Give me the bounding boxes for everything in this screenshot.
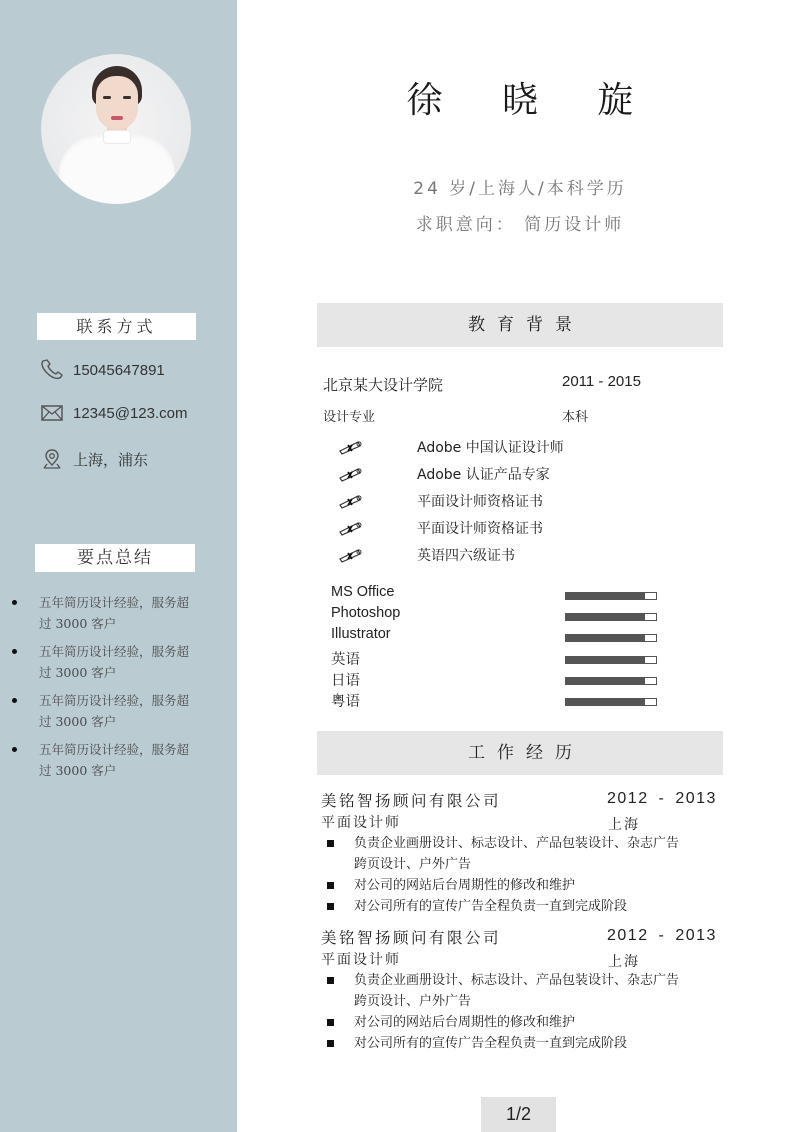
skill-bar-fill [566,635,645,641]
bullet-icon [12,649,17,654]
square-bullet-icon [327,882,334,889]
duty-item [321,1012,721,1033]
skill-bar-fill [566,614,645,620]
phone-number: 15045647891 [73,361,165,379]
diploma-icon [338,439,366,455]
skill-row [331,669,661,689]
certificate-item [338,545,515,565]
job-position: 平面设计师 [321,952,401,968]
diploma-icon [338,520,366,536]
summary-item [8,641,228,683]
skill-bar [565,592,657,600]
avatar-collar [103,130,131,144]
diploma-icon [338,547,366,563]
skill-row [331,626,661,646]
job-company: 美铭智扬顾问有限公司 [321,929,502,947]
skill-name: 英语 [331,652,360,668]
skill-row [331,690,661,710]
diploma-icon [338,466,366,482]
avatar-face [96,76,138,130]
duty-item [321,875,721,896]
summary-line: 五年简历设计经验，服务超 [39,742,190,757]
school-name: 北京某大设计学院 [323,376,444,394]
contact-phone [40,358,165,382]
sidebar [0,0,237,1132]
phone-icon [40,359,66,381]
bullet-icon [12,600,17,605]
summary-line: 过 3000 客户 [39,714,117,729]
basic-info: 24 岁/上海人/本科学历 [413,179,627,199]
avatar-eye [103,96,111,99]
page-indicator: 1/2 [481,1097,556,1132]
square-bullet-icon [327,1019,334,1026]
skill-bar-fill [566,699,645,705]
duty-item [321,833,721,875]
education-header: 教育背景 [317,303,723,347]
skill-name: Photoshop [331,605,401,621]
certificate-name: Adobe 中国认证设计师 [417,440,564,456]
work-header: 工作经历 [317,731,723,775]
avatar-shirt [59,134,175,204]
skill-bar [565,634,657,642]
duty-text: 负责企业画册设计、标志设计、产品包装设计、杂志广告 [354,973,680,988]
summary-item [8,690,228,732]
contact-email [40,401,187,425]
square-bullet-icon [327,903,334,910]
square-bullet-icon [327,1040,334,1047]
skill-bar [565,656,657,664]
summary-line: 五年简历设计经验，服务超 [39,693,190,708]
email-address: 12345@123.com [73,404,188,422]
location-text: 上海，浦东 [73,451,149,469]
summary-header: 要点总结 [35,544,195,572]
job-location: 上海 [608,817,640,833]
skill-row [331,648,661,668]
duty-text: 跨页设计、户外广告 [354,994,472,1009]
duty-text: 对公司所有的宣传广告全程负责一直到完成阶段 [354,899,628,914]
skill-name: 粤语 [331,694,360,710]
mail-icon [40,402,66,424]
skill-bar-fill [566,593,645,599]
skill-bar [565,698,657,706]
certificate-item [338,437,564,457]
skill-name: 日语 [331,673,360,689]
certificate-name: 平面设计师资格证书 [417,521,543,537]
avatar [41,54,191,204]
job-position: 平面设计师 [321,815,401,831]
duty-text: 对公司的网站后台周期性的修改和维护 [354,878,576,893]
duty-item [321,970,721,1012]
square-bullet-icon [327,840,334,847]
summary-line: 过 3000 客户 [39,763,117,778]
job-location: 上海 [608,954,640,970]
bullet-icon [12,747,17,752]
skill-bar-fill [566,678,645,684]
contact-location [40,447,148,471]
contact-header: 联系方式 [37,313,196,340]
job-company: 美铭智扬顾问有限公司 [321,792,502,810]
certificate-name: 英语四六级证书 [417,548,515,564]
certificate-name: Adobe 认证产品专家 [417,467,550,483]
summary-item [8,739,228,781]
certificate-item [338,464,550,484]
job-intent: 求职意向： 简历设计师 [415,215,625,235]
job-years: 2012 - 2013 [607,790,717,807]
duty-item [321,896,721,917]
job-duties [321,833,721,917]
duty-text: 对公司的网站后台周期性的修改和维护 [354,1015,576,1030]
skill-row [331,605,661,625]
candidate-name: 徐 晓 旋 [406,80,658,121]
school-years: 2011 - 2015 [562,373,641,390]
certificate-name: 平面设计师资格证书 [417,494,543,510]
duty-text: 跨页设计、户外广告 [354,857,472,872]
location-pin-icon [40,448,66,470]
avatar-lips [111,116,123,120]
major: 设计专业 [323,410,376,425]
square-bullet-icon [327,977,334,984]
summary-line: 五年简历设计经验，服务超 [39,595,190,610]
diploma-icon [338,493,366,509]
summary-line: 过 3000 客户 [39,616,117,631]
skill-bar-fill [566,657,645,663]
degree: 本科 [562,410,589,425]
skill-name: MS Office [331,584,395,600]
skill-bar [565,613,657,621]
duty-text: 负责企业画册设计、标志设计、产品包装设计、杂志广告 [354,836,680,851]
job-years: 2012 - 2013 [607,927,717,944]
bullet-icon [12,698,17,703]
avatar-eye [123,96,131,99]
summary-item [8,592,228,634]
skill-name: Illustrator [331,626,391,642]
certificate-item [338,491,543,511]
job-duties [321,970,721,1054]
certificate-item [338,518,543,538]
skill-bar [565,677,657,685]
summary-line: 过 3000 客户 [39,665,117,680]
summary-list [8,592,228,788]
skill-row [331,584,661,604]
summary-line: 五年简历设计经验，服务超 [39,644,190,659]
duty-text: 对公司所有的宣传广告全程负责一直到完成阶段 [354,1036,628,1051]
duty-item [321,1033,721,1054]
